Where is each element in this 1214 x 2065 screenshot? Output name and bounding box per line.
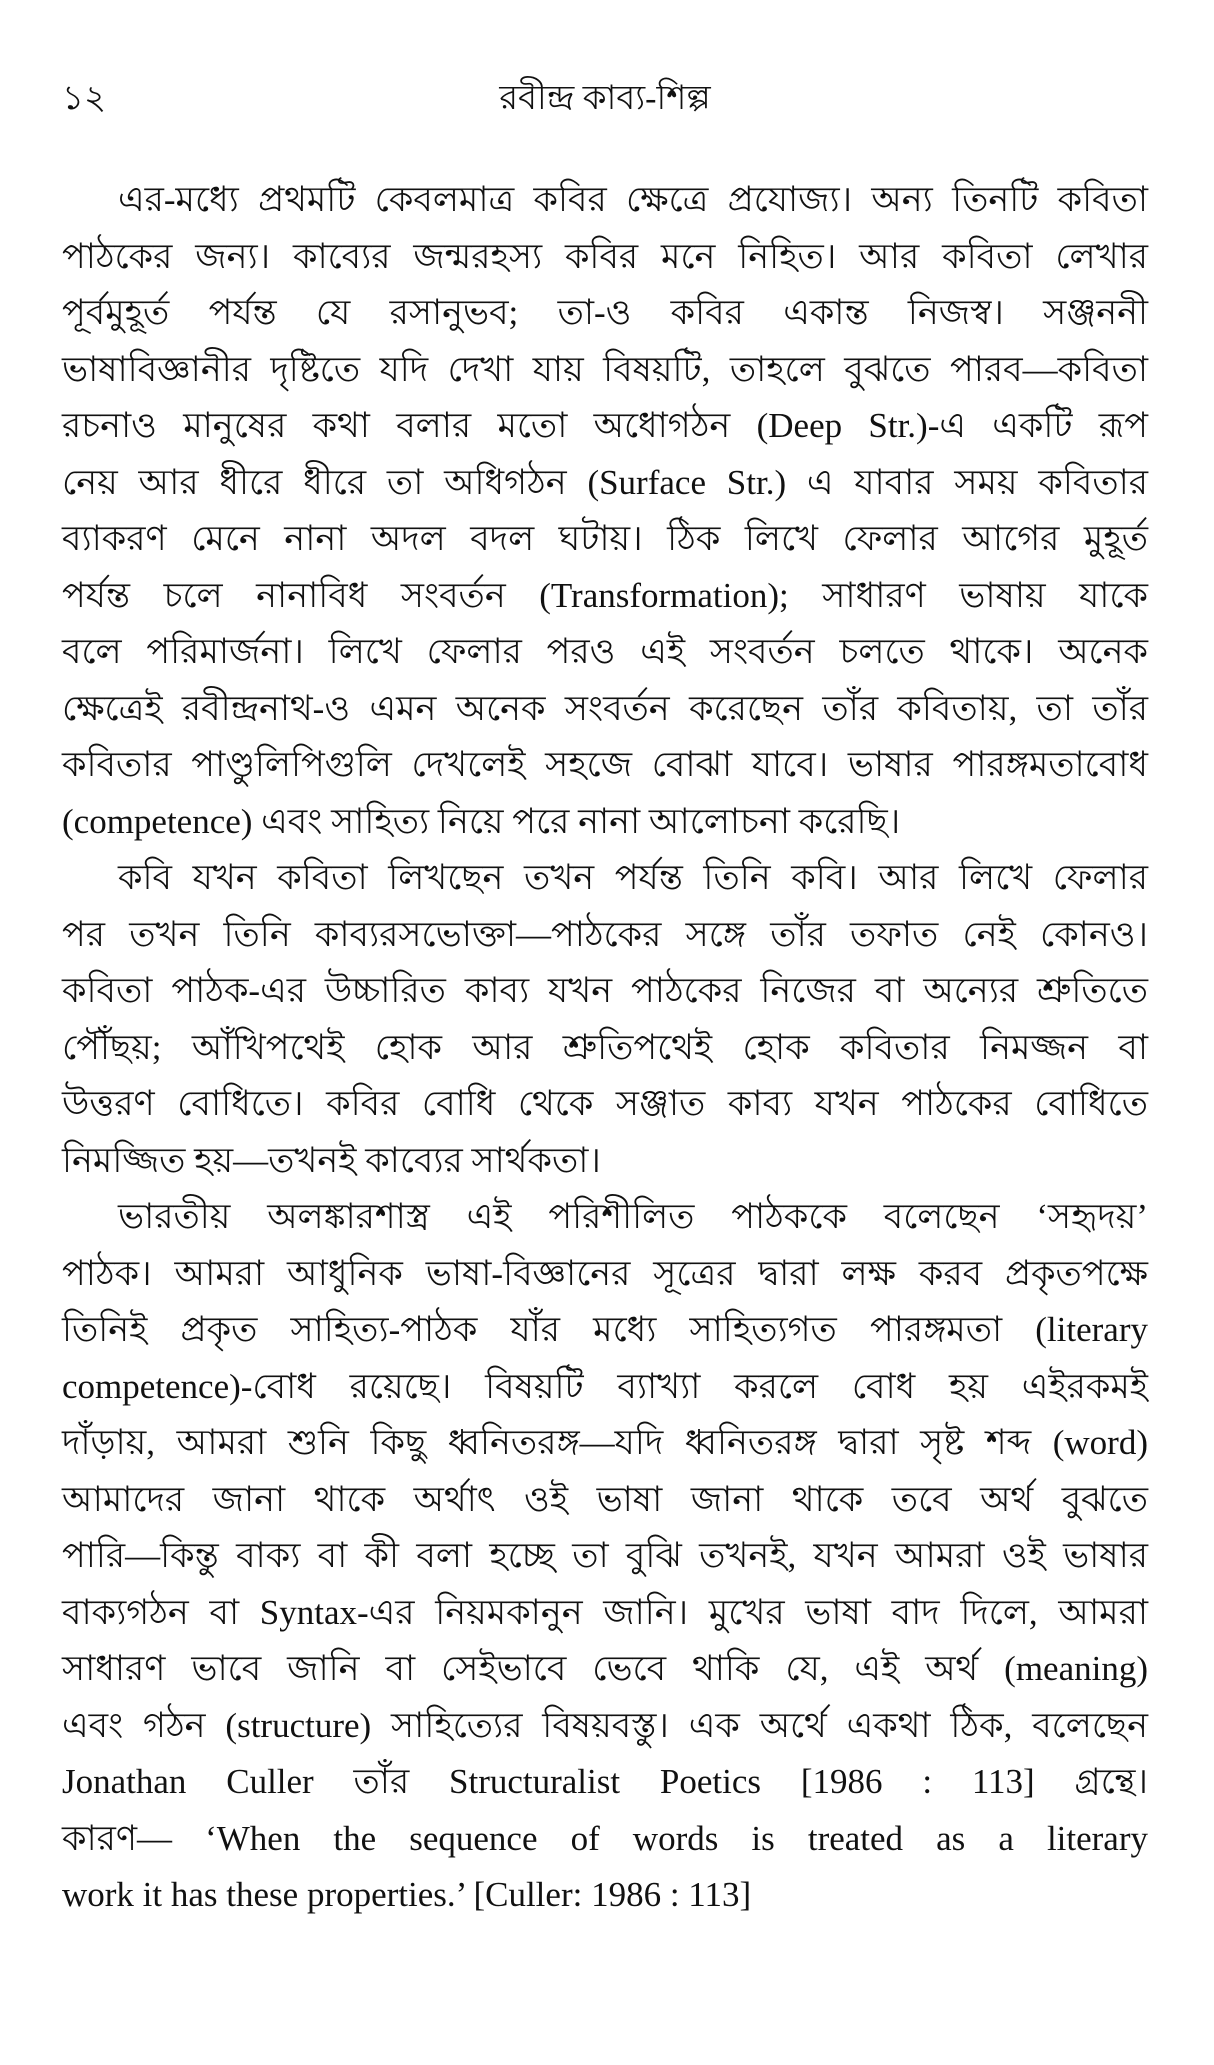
- text-line: Jonathan Culler তাঁর Structuralist Poetics [1986 : 113] গ্রন্থে।: [62, 1762, 1148, 1801]
- text-line: কবি যখন কবিতা লিখছেন তখন পর্যন্ত তিনি কবি। আর লিখে ফেলার: [118, 858, 1148, 897]
- text-line: পাঠকের জন্য। কাব্যের জন্মরহস্য কবির মনে নিহিত। আর কবিতা লেখার: [62, 236, 1148, 276]
- text-line: কারণ— ‘When the sequence of words is treated as a literary: [62, 1818, 1148, 1858]
- text-line: পাঠক। আমরা আধুনিক ভাষা-বিজ্ঞানের সূত্রের দ্বারা লক্ষ করব প্রকৃতপক্ষে: [62, 1253, 1148, 1293]
- text-line: পর্যন্ত চলে নানাবিধ সংবর্তন (Transformation); সাধারণ ভাষায় যাকে: [62, 575, 1148, 615]
- text-line: (competence) এবং সাহিত্য নিয়ে পরে নানা আলোচনা করেছি।: [62, 801, 901, 841]
- text-line: বাক্যগঠন বা Syntax-এর নিয়মকানুন জানি। মুখের ভাষা বাদ দিলে, আমরা: [62, 1592, 1148, 1632]
- page-number: ১২: [62, 80, 107, 117]
- text-line: নিমজ্জিত হয়—তখনই কাব্যের সার্থকতা।: [62, 1140, 601, 1180]
- paragraph: [62, 850, 1148, 1189]
- text-line: পর তখন তিনি কাব্যরসভোক্তা—পাঠকের সঙ্গে তাঁর তফাত নেই কোনও।: [62, 914, 1148, 954]
- page-header: [62, 72, 1148, 122]
- text-line: কবিতার পাণ্ডুলিপিগুলি দেখলেই সহজে বোঝা যাবে। ভাষার পারঙ্গমতাবোধ: [62, 745, 1148, 784]
- page-body: [62, 172, 1148, 1924]
- text-line: আমাদের জানা থাকে অর্থাৎ ওই ভাষা জানা থাকে তবে অর্থ বুঝতে: [62, 1479, 1148, 1519]
- paragraph: [62, 1189, 1148, 1924]
- text-line: তিনিই প্রকৃত সাহিত্য-পাঠক যাঁর মধ্যে সাহিত্যগত পারঙ্গমতা (literary: [62, 1310, 1148, 1349]
- paragraph: [62, 172, 1148, 850]
- running-title: রবীন্দ্র কাব্য-শিল্প: [499, 80, 711, 117]
- text-line: পূর্বমুহূর্ত পর্যন্ত যে রসানুভব; তা-ও কবির একান্ত নিজস্ব। সঞ্জননী: [62, 293, 1148, 332]
- text-line: এর-মধ্যে প্রথমটি কেবলমাত্র কবির ক্ষেত্রে প্রযোজ্য। অন্য তিনটি কবিতা: [118, 180, 1148, 219]
- text-line: ব্যাকরণ মেনে নানা অদল বদল ঘটায়। ঠিক লিখে ফেলার আগের মুহূর্ত: [62, 519, 1148, 558]
- text-line: বলে পরিমার্জনা। লিখে ফেলার পরও এই সংবর্তন চলতে থাকে। অনেক: [62, 632, 1148, 671]
- text-line: competence)-বোধ রয়েছে। বিষয়টি ব্যাখ্যা করলে বোধ হয় এইরকমই: [62, 1366, 1148, 1406]
- text-line: উত্তরণ বোধিতে। কবির বোধি থেকে সঞ্জাত কাব্য যখন পাঠকের বোধিতে: [62, 1084, 1148, 1123]
- text-line: এবং গঠন (structure) সাহিত্যের বিষয়বস্তু। এক অর্থে একথা ঠিক, বলেছেন: [62, 1705, 1148, 1745]
- text-line: দাঁড়ায়, আমরা শুনি কিছু ধ্বনিতরঙ্গ—যদি ধ্বনিতরঙ্গ দ্বারা সৃষ্ট শব্দ (word): [62, 1423, 1148, 1462]
- text-line: work it has these properties.’ [Culler: 1986 : 113]: [62, 1875, 752, 1914]
- text-line: ভারতীয় অলঙ্কারশাস্ত্র এই পরিশীলিত পাঠককে বলেছেন ‘সহৃদয়’: [118, 1197, 1148, 1236]
- text-line: ক্ষেত্রেই রবীন্দ্রনাথ-ও এমন অনেক সংবর্তন করেছেন তাঁর কবিতায়, তা তাঁর: [62, 688, 1148, 728]
- text-line: নেয় আর ধীরে ধীরে তা অধিগঠন (Surface Str.) এ যাবার সময় কবিতার: [62, 462, 1148, 502]
- text-line: কবিতা পাঠক-এর উচ্চারিত কাব্য যখন পাঠকের নিজের বা অন্যের শ্রুতিতে: [62, 971, 1148, 1010]
- text-line: রচনাও মানুষের কথা বলার মতো অধোগঠন (Deep Str.)-এ একটি রূপ: [62, 406, 1148, 445]
- text-line: পৌঁছয়; আঁখিপথেই হোক আর শ্রুতিপথেই হোক কবিতার নিমজ্জন বা: [62, 1027, 1148, 1067]
- text-line: সাধারণ ভাবে জানি বা সেইভাবে ভেবে থাকি যে, এই অর্থ (meaning): [62, 1649, 1148, 1688]
- text-line: পারি—কিন্তু বাক্য বা কী বলা হচ্ছে তা বুঝি তখনই, যখন আমরা ওই ভাষার: [62, 1536, 1148, 1575]
- text-line: ভাষাবিজ্ঞানীর দৃষ্টিতে যদি দেখা যায় বিষয়টি, তাহলে বুঝতে পারব—কবিতা: [62, 349, 1148, 389]
